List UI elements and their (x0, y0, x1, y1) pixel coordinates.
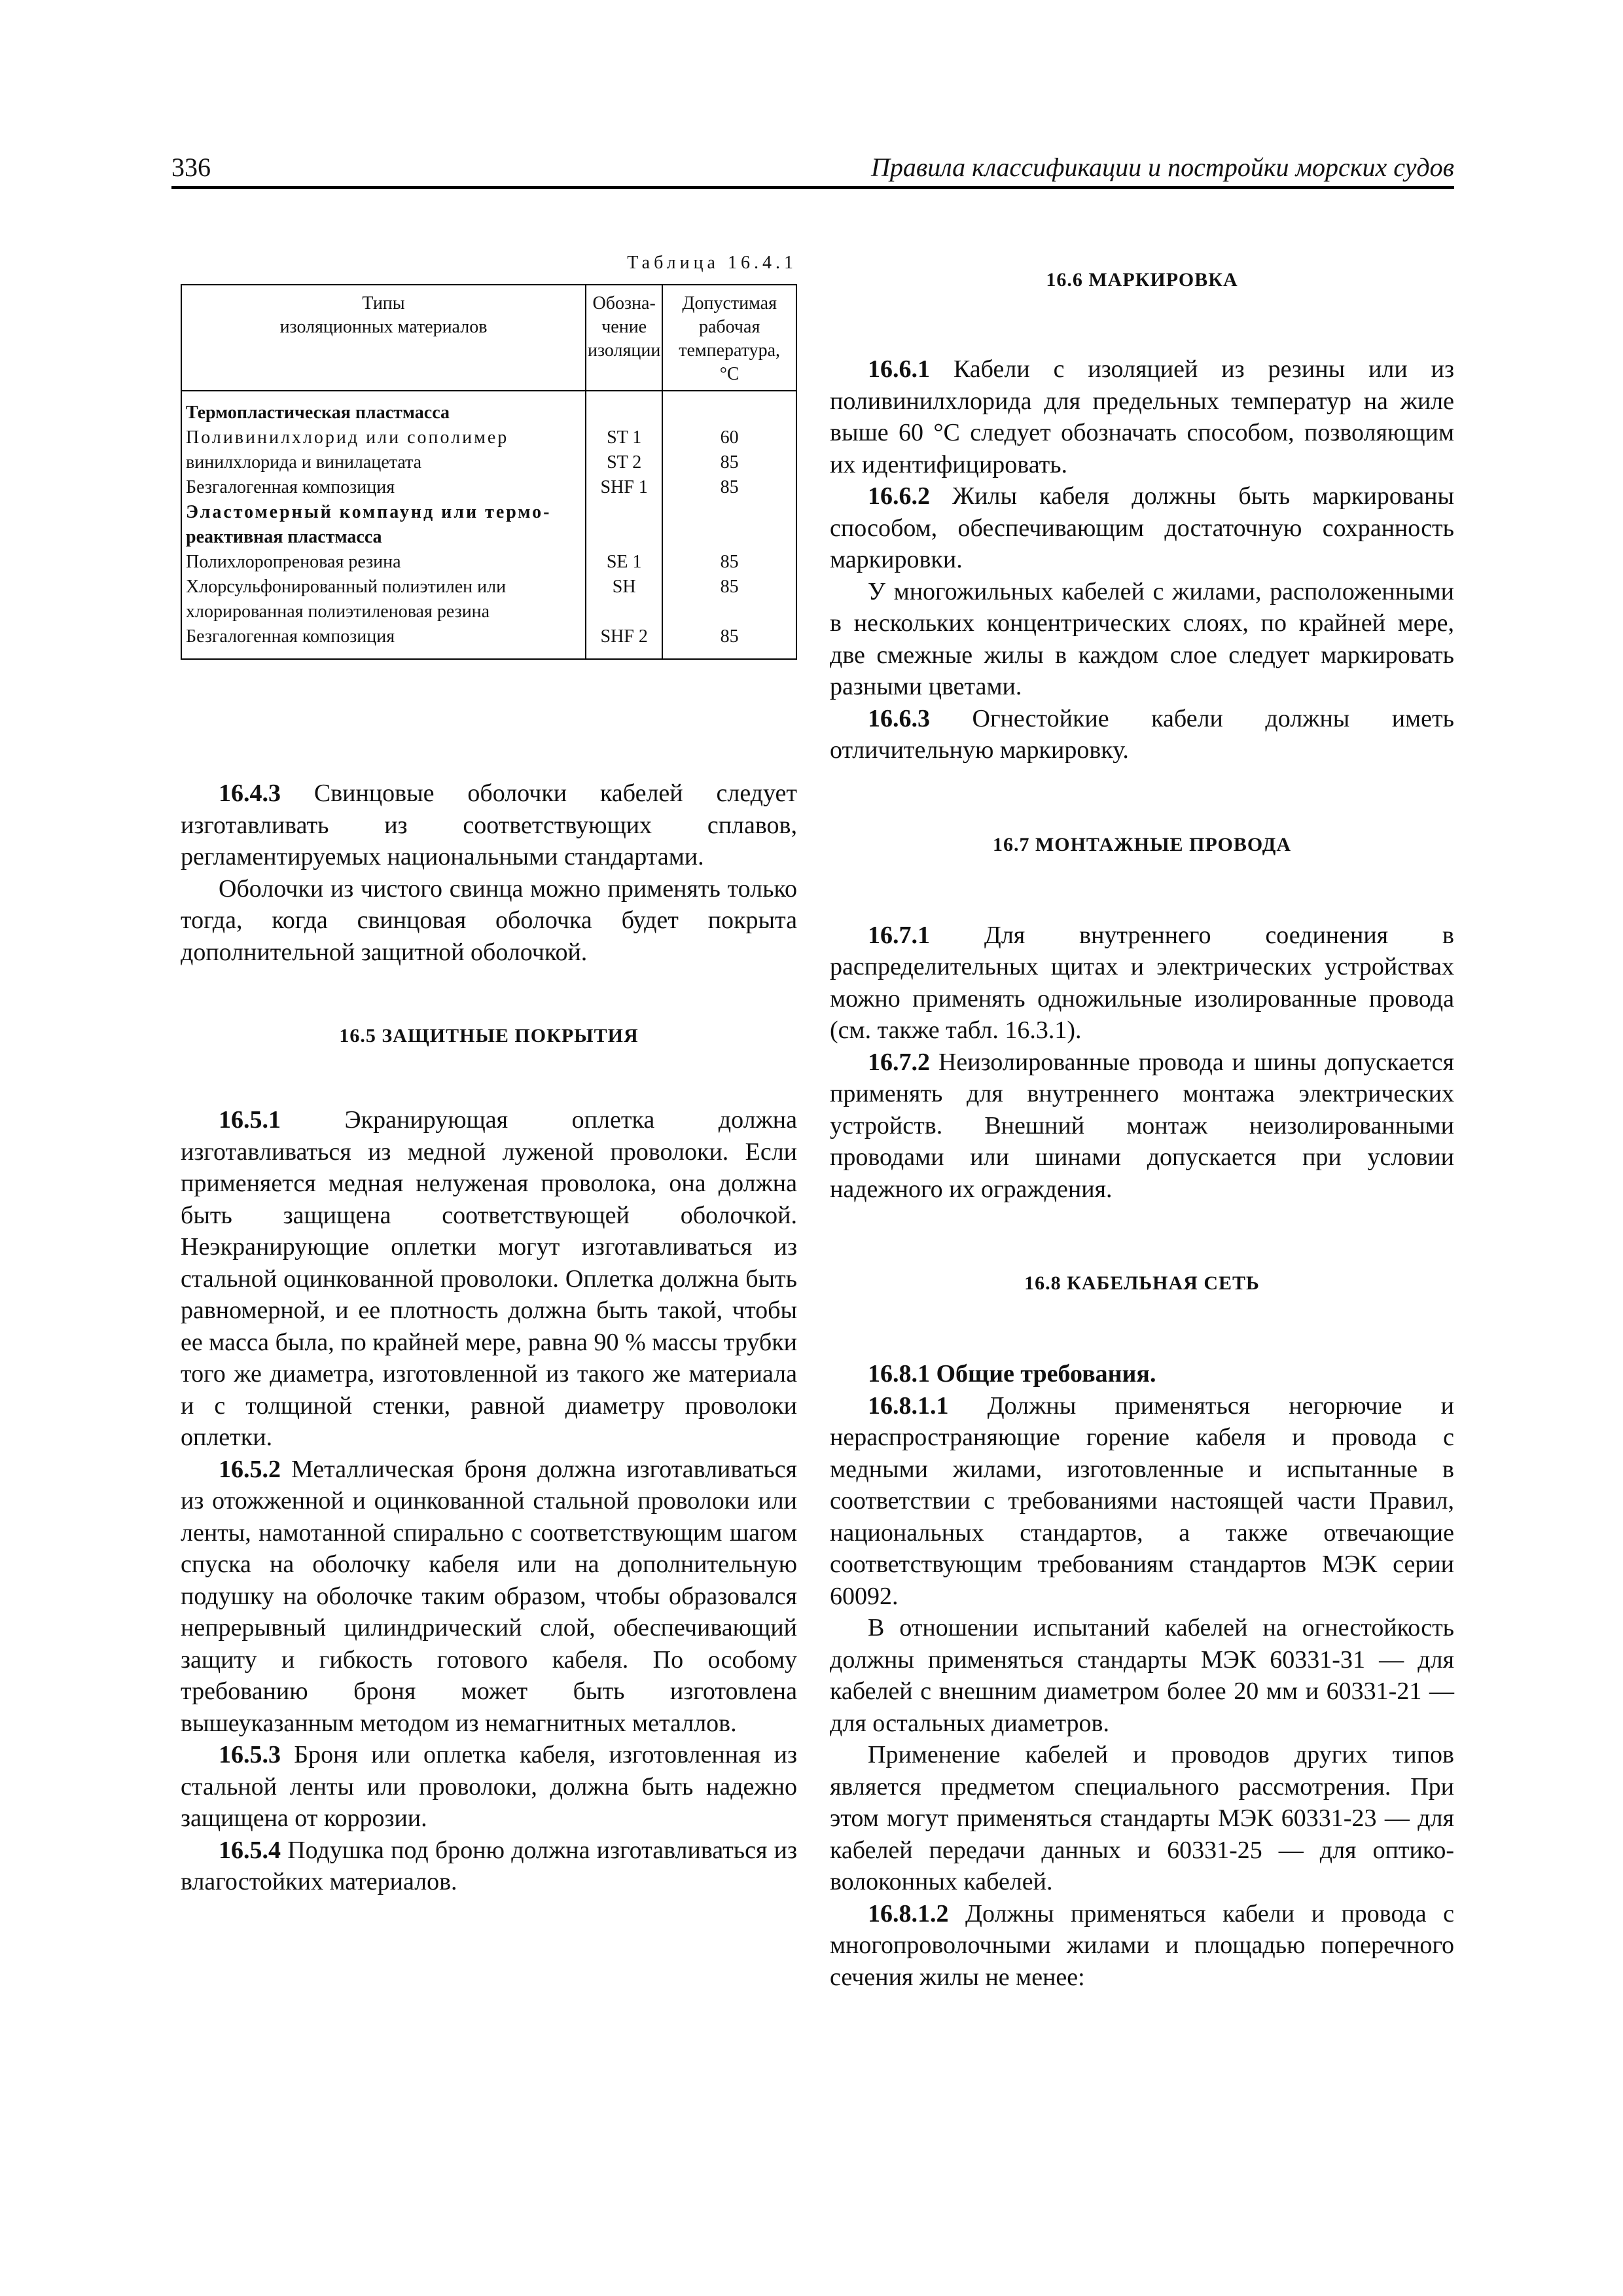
paragraph-16-8-1-1-cont: В отношении испытаний кабелей на огнестойкость должны применяться стандарты МЭК 60331-31 — для кабелей с внешним диаметром более 20 мм и 60331-21 — для остальных диаметров. (830, 1614, 1454, 1737)
page-number: 336 (171, 152, 211, 182)
paragraph-16-4-3-cont: Оболочки из чистого свинца можно применять только тогда, когда свинцовая оболочка будет покрыта дополнительной защитной оболочкой. (181, 874, 797, 966)
table-row: Полихлоропреновая резина SE 1 85 (181, 550, 796, 575)
table-caption: Таблица 16.4.1 (627, 253, 797, 273)
table-header-row (181, 285, 796, 391)
table-row: Термопластическая пластмасса (181, 391, 796, 425)
section-heading-16-7: 16.7 МОНТАЖНЫЕ ПРОВОДА (992, 833, 1292, 855)
table-row: хлорированная полиэтиленовая резина (181, 600, 796, 624)
section-heading-16-5: 16.5 ЗАЩИТНЫЕ ПОКРЫТИЯ (339, 1025, 639, 1047)
paragraph-16-8-1-1: 16.8.1.1 Должны применяться негорючие и нераспространяющие горение кабеля и провода с медными жилами, изготовленные и испытанные в соответствии с требованиями настоящей части Правил, национальных стандартов, а также отвечающие соответствующим требованиям стандартов МЭК серии 60092. (830, 1391, 1454, 1610)
table-row: Поливинилхлорид или сополимер ST 1 60 (181, 425, 796, 450)
paragraph-16-8-1-1-cont2: Применение кабелей и проводов других типов является предметом специального рассмотрения. При этом могут применяться стандарты МЭК 60331-23 — для кабелей передачи данных и 60331-25 — для оптико-волоконных кабелей. (830, 1741, 1454, 1895)
table-row: Эластомерный компаунд или термо- (181, 500, 796, 525)
table-row: Безгалогенная композиция SHF 1 85 (181, 475, 796, 500)
paragraph-16-6-2: 16.6.2 Жилы кабеля должны быть маркированы способом, обеспечивающим достаточную сохранность маркировки. (830, 482, 1454, 573)
paragraph-16-6-3: 16.6.3 Огнестойкие кабели должны иметь отличительную маркировку. (830, 704, 1454, 764)
header-rule (171, 186, 1454, 189)
page-header (171, 152, 1454, 182)
paragraph-16-5-2: 16.5.2 Металлическая броня должна изготавливаться из отожженной и оцинкованной стальной проволоки или ленты, намотанной спирально с соответствующим шагом спуска на оболочку кабеля или на дополнительную подушку на оболочке таким образом, чтобы образовался непрерывный цилиндрический слой, обеспечивающий защиту и гибкость готового кабеля. По особому требованию броня может быть изготовлена вышеуказанным методом из немагнитных металлов. (181, 1455, 797, 1737)
section-heading-16-8: 16.8 КАБЕЛЬНАЯ СЕТЬ (1024, 1272, 1260, 1294)
left-column (181, 242, 797, 1898)
insulation-materials-table (181, 284, 797, 660)
table-row: винилхлорида и винилацетата ST 2 85 (181, 450, 796, 475)
running-title: Правила классификации и постройки морских судов (870, 152, 1454, 182)
paragraph-16-6-1: 16.6.1 Кабели с изоляцией из резины или из поливинилхлорида для предельных температур на жиле выше 60 °C следует обозначать способом, позволяющим их идентифицировать. (830, 355, 1454, 478)
paragraph-16-4-3: 16.4.3 Свинцовые оболочки кабелей следует изготавливать из соответствующих сплавов, регламентируемых национальными стандартами. (181, 780, 797, 870)
table-row: реактивная пластмасса (181, 525, 796, 550)
header-temperature: Допустимая рабочая температура, °C (662, 285, 796, 391)
paragraph-16-5-3: 16.5.3 Броня или оплетка кабеля, изготовленная из стальной ленты или проволоки, должна быть надежно защищена от коррозии. (181, 1741, 797, 1832)
paragraph-16-8-1-2: 16.8.1.2 Должны применяться кабели и провода с многопроволочными жилами и площадью поперечного сечения жилы не менее: (830, 1899, 1454, 1991)
table-row: Безгалогенная композиция SHF 2 85 (181, 624, 796, 659)
paragraph-16-6-2-cont: У многожильных кабелей с жилами, расположенными в нескольких концентрических слоях, по крайней мере, две смежные жилы в каждом слое следует маркировать разными цветами. (830, 577, 1454, 700)
paragraph-16-7-2: 16.7.2 Неизолированные провода и шины допускается применять для внутреннего монтажа электрических устройств. Внешний монтаж неизолированными проводами или шинами допускается при условии надежного их ограждения. (830, 1048, 1454, 1203)
paragraph-16-5-1: 16.5.1 Экранирующая оплетка должна изготавливаться из медной луженой проволоки. Если применяется медная нелуженая проволока, она должна быть защищена соответствующей оболочкой. Неэкранирующие оплетки могут изготавливаться из стальной оцинкованной проволоки. Оплетка должна быть равномерной, и ее плотность должна быть такой, чтобы ее масса была, по крайней мере, равна 90 % массы трубки того же диаметра, изготовленной из такого же материала и с толщиной стенки, равной диаметру проволоки оплетки. (181, 1106, 797, 1451)
paragraph-16-8-1: 16.8.1 Общие требования. (868, 1360, 1156, 1388)
header-code: Обозна- чение изоляции (586, 285, 662, 391)
paragraph-16-5-4: 16.5.4 Подушка под броню должна изготавливаться из влагостойких материалов. (181, 1836, 797, 1895)
paragraph-16-7-1: 16.7.1 Для внутреннего соединения в распределительных щитах и электрических устройствах можно применять одножильные изолированные провода (см. также табл. 16.3.1). (830, 921, 1454, 1044)
table-row: Хлорсульфонированный полиэтилен или SH 85 (181, 575, 796, 600)
header-material: Типы изоляционных материалов (181, 285, 586, 391)
right-column (830, 242, 1454, 1993)
section-heading-16-6: 16.6 МАРКИРОВКА (1046, 269, 1238, 291)
